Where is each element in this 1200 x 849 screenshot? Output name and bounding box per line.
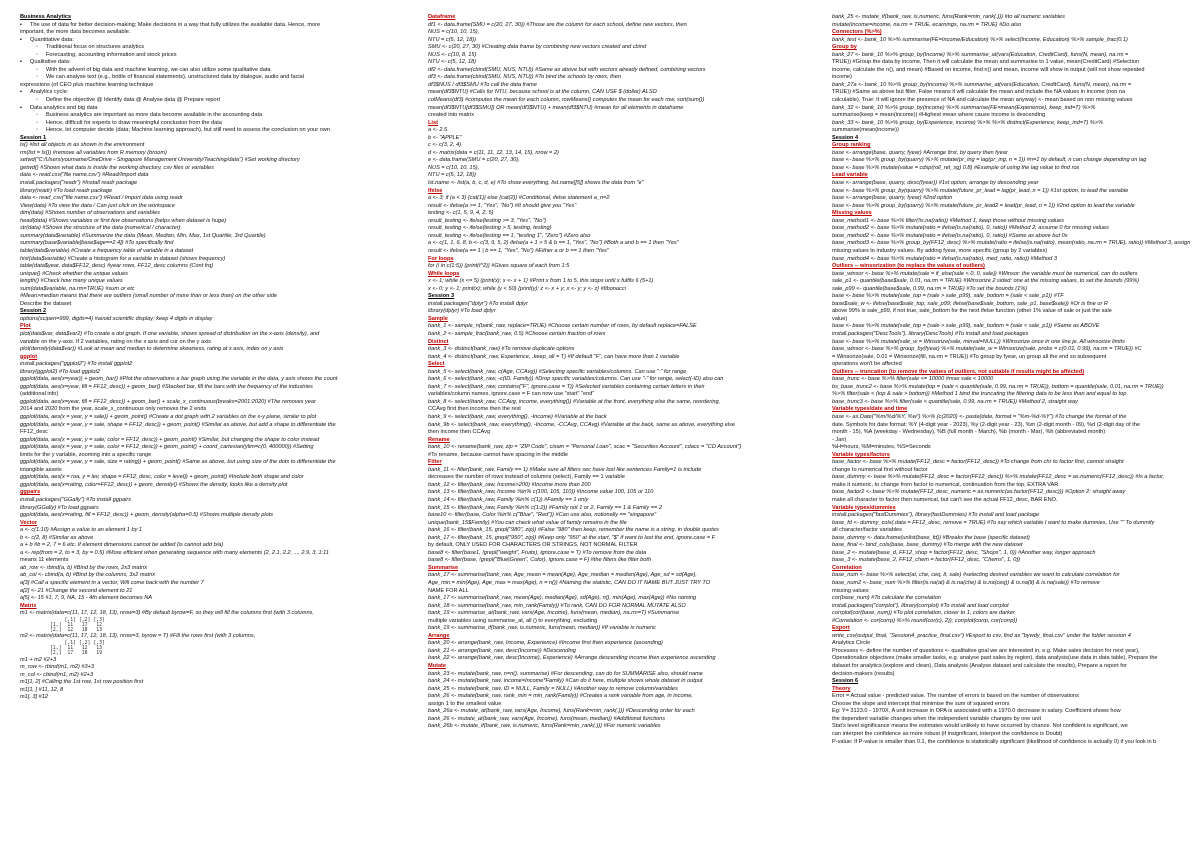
text-line: variable on the y-axis. If 2 variables, rating on the x axis and cur on the y axis bbox=[20, 338, 211, 345]
section-heading: Session 4 bbox=[832, 134, 859, 141]
code-line: base <- base %>% mutate(sale_top = (sale > sale_p99), sale_bottom = (sale < sale_p1)) #TF bbox=[832, 293, 1064, 300]
code-line: ggplot(data, aes(x = year, y = sale)) + geom_point() #Create a dot graph with 2 variables on the x-y plane, similar to plot bbox=[20, 413, 317, 420]
bullet-item: ▪ Qualitative data: bbox=[20, 59, 390, 67]
code-line: x <- 0; y <- 1; print(x); while (y < 50) {print(y); z <- x + y; x <- y; y <- z} #fibonacci bbox=[428, 285, 626, 292]
code-line: #Mean>median means that there are outliers (small number of more than or less than) on the other side bbox=[20, 293, 277, 300]
code-line: head(data) #Shows variables or first few observations (helps when dataset is huge) bbox=[20, 217, 227, 224]
code-line: a <- c(1:10) #Assign a value to an element 1 by 1 bbox=[20, 527, 143, 534]
text-line: limits for the y variable, zooming into a specific range bbox=[20, 451, 152, 458]
code-line: dim(data) #Shows number of observations and variables bbox=[20, 210, 160, 217]
code-line: library(GGally) #To load ggpairs bbox=[20, 504, 99, 511]
code-line: summary(data$variable) #Summarize the data (Mean, Median, Min, Max, 1st Quartile, 3rd Quartile) bbox=[20, 232, 266, 239]
code-line: install.packages("readr") #Install readr package bbox=[20, 180, 138, 187]
code-line: sale_p1 <- quantile(base$sale, 0.01, na.rm = TRUE) #Winsorize 2 sided: one at the missing values, to set the bounds (99%) bbox=[832, 278, 1140, 285]
code-line: table(data$year, data$FF12_desc) #year rows, FF12_desc columns (Cont frq) bbox=[20, 263, 214, 270]
section-heading: Session 1 bbox=[20, 134, 47, 141]
code-line: plot(density(data$var)) #Look at mean and median to determine skewness, rating at x axis, index on y axis bbox=[20, 346, 284, 353]
code-line: data <- read.csv("file name.csv") #Read/Import data bbox=[20, 172, 149, 179]
topic-heading: ggpairs bbox=[20, 489, 41, 496]
code-line: ggplot(data, aes(x = year, y = sale, shape = FF12_desc)) + geom_point() #Similar as above, but add a shape to differentiate the bbox=[20, 421, 336, 428]
code-line: sale_p99 <- quantile(base$sale, 0.99, na.rm = TRUE) #To set the bounds (1%) bbox=[832, 285, 1028, 292]
code-line: base_method4 <- base %>% mutate(ratio = ifelse(is.na(ratio), med_ratio, ratio)) #Method 3 bbox=[832, 255, 1057, 262]
text-line: Processes <- define the number of questions <- qualitative goal we are interested in, e.g. Make sales decision for next year), bbox=[832, 647, 1140, 654]
code-line: NTU = c(5, 12, 18)) bbox=[428, 172, 477, 179]
text-line: make it numeric, to change from factor to numerical, continuation from the top, EXTRA VAR bbox=[832, 481, 1059, 488]
code-line: base_dummy <- base %>% mutate(FF12_desc = factor(FF12_desc)) %>% mutate(FF12_desc = as.numeric(FF12_desc)) #Is a factor, bbox=[832, 474, 1165, 481]
code-line: base_method2 <- base %>% mutate(ratio = ifelse(is.na(ratio), 0, ratio)) #Method 2, assume 0 for missing values bbox=[832, 225, 1109, 232]
code-line: bank_25 <- mutate(bank_raw, ID = NULL, Family = NULL) #Another way to remove column/variables bbox=[428, 685, 678, 692]
code-line: mean(df3$NTU) #Calls for NTU, because school is at the column, CAN USE $ (dollar) ALSO bbox=[428, 89, 657, 96]
section-heading: Session 6 bbox=[832, 678, 859, 685]
code-line: result_testing <- ifelse(testing > 5, testing, testing) bbox=[428, 225, 552, 232]
code-line: library(dplyr) #To load dplyr bbox=[428, 308, 496, 315]
column-middle bbox=[428, 14, 800, 731]
code-line: m1[1, 2] #Calling the 1st row, 1st row position first bbox=[20, 679, 144, 686]
code-line: bank_26a <- mutate_at(bank_raw, vars(Age, Income), funs(Rank=min_rank(.))) #Descending order for each bbox=[428, 708, 695, 715]
code-line: bank_19 <- summarise_at(bank_raw, vars(Age, Income), funs(mean, median), na.rm=T) #Summarise bbox=[428, 610, 680, 617]
code-line: a <- 3; if (a < 3) {cat(1)} else {cat(2)} #Conditional, ifelse statement a_n=2 bbox=[428, 195, 610, 202]
text-line: NAME FOR ALL bbox=[428, 587, 469, 594]
code-line: ab_col <- cbind(a, b) #Bind by the columns, 3x2 matrix bbox=[20, 572, 156, 579]
code-line: bank_17 <- summarise(bank_raw, Age_mean = mean(Age), Age_median = median(Age), Age_sd = sd(Age), bbox=[428, 572, 697, 579]
code-line: data <- read_csv("file name.csv") #Read / Import data using readr bbox=[20, 195, 183, 202]
text-line: Stat's level significance means the estimates would unlikely to have occurred by chance. Not confident is significant, we bbox=[832, 723, 1128, 730]
code-line: base_2 <- mutate(base_d, FF12_shop = factor(FF12_desc, "Shops", 1, 0)) #Another way, longer approach bbox=[832, 549, 1096, 556]
topic-heading: While loops bbox=[428, 270, 460, 277]
code-line: bank_24 <- mutate(bank_raw, income=Income*Family) #Can do it here, multiple shows whole dataset in output bbox=[428, 678, 703, 685]
code-line: base_fd <- dummy_cols(.data = FF12_desc, remove = TRUE) #To say which variable I want to make dummies, Use "" To dummify bbox=[832, 519, 1155, 526]
code-line: bank_9b <- select(bank_raw, everything(), -Income, -CCAvg, CCAvg) #Variable at the back, same as above, everything else bbox=[428, 421, 735, 428]
code-line: m_col <- cbind(m1, m2) #2+3 bbox=[20, 671, 94, 678]
topic-heading: Export bbox=[832, 625, 850, 632]
topic-heading: Theory bbox=[832, 685, 851, 692]
code-line: base_trunc3 <- base %>% filter(sale < quantile(sale, 0.99, na.rm = TRUE)) #Method 2, straight way bbox=[832, 398, 1078, 405]
code-line: bank_22 <- arrange(bank_raw, desc(Income), Experience) #Arrange descending income then experience ascending bbox=[428, 655, 716, 662]
code-line: bank_10 <- rename(bank_raw, zip = "ZIP Code", cisam = "Personal Loan", scac = "Securities Account", cdacc = "CD Account") bbox=[428, 444, 742, 451]
topic-heading: Lead variable bbox=[832, 172, 868, 179]
code-line: base_method3 <- base %>% group_by(FF12_desc) %>% mutate(ratio = ifelse(is.na(ratio), mean(ratio, na.rm = TRUE), ratio)) #Method 3, assign bbox=[832, 240, 1191, 247]
code-line: ggplot(data, aes(x=year, fill = FF12_desc)) + geom_bar() #Stacked bar, fill the bars with the frequency of the industries bbox=[20, 383, 313, 390]
code-line: length() #Check how many unique values bbox=[20, 278, 123, 285]
code-line: bank_32 <- bank_10 %>% group_by(income) %>% summarise(FE=mean(Experience), keep_ind=T) %>% bbox=[832, 104, 1096, 111]
code-line: bank_1 <- sample_n(bank_raw, replace=TRUE) #Choose certain number of rows, by default replace=FALSE bbox=[428, 323, 697, 330]
code-line: bank_12 <- filter(bank_raw, Income>200) #Income more than 200 bbox=[428, 481, 591, 488]
code-line: bank_18 <- summarise(bank_raw, min_rank(Family)) #To rank, CAN DO FOR NORMAL MUTATE ALSO bbox=[428, 602, 686, 609]
code-line: lst.name <- list(a, b, c, d, e) #To show everything, list.name[[5]] shows the data from "e" bbox=[428, 180, 644, 187]
text-line: TRUE)) #Group the data by income, Then it will calculate the mean and summarise to 1 value, mean(CreditCard) #Selection bbox=[832, 59, 1140, 66]
code-line: plot(data$var, data$var2) #To create a dot graph. If one variable, shows spread of distribution on the x-axis (density), and bbox=[20, 330, 320, 337]
text-line: CCAvg first then income then the rest bbox=[428, 406, 521, 413]
code-line: colMeans(df3) #computes the mean for each column, rowMeans() computes the mean for each row, sort(sum()) bbox=[428, 97, 705, 104]
topic-heading: Matrix bbox=[20, 602, 37, 609]
code-line: bank_8 <- select(bank_raw, CCAvg, income, everything()) #Variable at the front, everything else the same, reordering, bbox=[428, 398, 721, 405]
code-line: base <- base %>% mutate(sale_w = Winsorize(sale, minval=NULL)) #Winsorize once in one line je. All winsorize limits bbox=[832, 338, 1125, 345]
code-line: bank_4 <- distinct(bank_raw, Experience, .keep_all = T) #If default "F", can have more than 1 variable bbox=[428, 353, 680, 360]
code-line: SMU <- c(20, 27, 30) #Creating data frame by combining new vectors created and cbind bbox=[428, 44, 647, 51]
code-line: base_trunc <- base %>% filter(sale <= 10000 #max sale < 10000 bbox=[832, 376, 994, 383]
code-line: hist(data$variable) #Create a histogram for a variable in dataset (shows frequency) bbox=[20, 255, 226, 262]
text-line: (additional info) bbox=[20, 391, 59, 398]
code-line: base_winsor <- base %>% group_by(fyear) %>% mutate(sale_w = Winsorize(sale, probs = c(0.01, 0.99), na.rm = TRUE)) #C bbox=[832, 346, 1142, 353]
topic-heading: Rename bbox=[428, 436, 450, 443]
sub-bullet-item: ◦ With the advent of big data and machine learning, we can also utilize some qualitative data bbox=[20, 67, 390, 75]
matrix-output: [,1] [,2] [,3] [1,] 11 17 12 [2,] 12 18 13 bbox=[50, 617, 105, 634]
code-line: a[2] <- 21 #Change the second element to 21 bbox=[20, 587, 133, 594]
code-line: ggplot(data, aes(x = year, y = sale, size = rating)) + geom_point() #Same as above, but using size of the dots to differentiate the bbox=[20, 459, 336, 466]
code-line: ggplot(data, aes(x = year, y = sale, color = FF12_desc)) + geom_point() + coord_cartesian(ylim=c(0, 400000)) #Setting bbox=[20, 444, 314, 451]
code-line: base_final <- bind_cols(base, base_dummy) #To merge with the new dataset bbox=[832, 542, 1023, 549]
code-line: summary(base$variable[base$age==2.4]) #To specifically find bbox=[20, 240, 174, 247]
code-line: for (i in c(1:5)) {print(i^2)} #Gives square of each from 1:5 bbox=[428, 263, 570, 270]
code-line: ab_row <- rbind(a, b) #Bind by the rows, 2x3 matrix bbox=[20, 564, 148, 571]
topic-heading: Outliers -- winsorization (to replace the values of outliers) bbox=[832, 263, 985, 270]
code-line: bank_14 <- filter(bank_raw, Family %in% c(1)) #Family == 1 only bbox=[428, 497, 589, 503]
bullet-item: ▪ Data analytics and big data bbox=[20, 105, 390, 113]
topic-heading: Missing values bbox=[832, 210, 872, 217]
code-line: testing <- c(1, 5, 9, 4, 2, 5) bbox=[428, 210, 494, 217]
code-line: m1 + m2 #2+3 bbox=[20, 656, 57, 663]
code-line: base <- arrange(base, quarry, fyear) #2nd option bbox=[832, 195, 953, 202]
code-line: m2 <- matrix(data=c(11, 17, 12, 18, 13), nrow=3, byrow = T) #Fill the rows first (with 3 columns, bbox=[20, 633, 256, 640]
section-heading: Session 3 bbox=[428, 293, 455, 300]
code-line: df3$NUS / df3$SMU #To call the data frame bbox=[428, 81, 537, 88]
code-line: library(readr) #To load readr package bbox=[20, 187, 113, 194]
text-line: date. Symbols for date format: %Y (4-digit year - 2023), %y (2-digit year - 23), %m (2-digit month - 09), %d (2-digit day of the bbox=[832, 421, 1140, 428]
text-line: by default, ONLY USED FOR CHARACTERS OR STRINGS, NOT NORMAL FILTER bbox=[428, 542, 638, 549]
topic-heading: Distinct bbox=[428, 338, 449, 345]
code-line: c <- c(3, 2, 4) bbox=[428, 142, 462, 149]
code-line: cor(base_num) #To calculate the correlation bbox=[832, 595, 941, 602]
text-line: Eg: Y= 3123.0 - 1970X, A unit increase in OPA is associated with a 1970.0 decrease in salary. Coefficient shows how bbox=[832, 708, 1121, 715]
code-line: base <- base %>% mutate(value = cdsp(roll_ret_sg) 0.8) #Example of using the lag value to find ros bbox=[832, 164, 1080, 171]
topic-heading: Dataframe bbox=[428, 14, 456, 20]
text-line: assign 1 to the smallest value bbox=[428, 700, 502, 707]
code-line: bank_27 <- bank_10 %>% group_by(Income) %>% summarise_at(vars(Education, CreditCard), funs(N, mean), na.rm = bbox=[832, 51, 1129, 58]
text-line: operations won't be affected bbox=[832, 361, 902, 368]
text-line: summarise(keep = mean(income)) #Highest mean where cause income is descending bbox=[832, 112, 1046, 119]
code-line: ggplot(data, aes(x=rating, fill = FF12_desc)) + geom_density(alpha=0.5) #Shows multiple density plots bbox=[20, 512, 274, 519]
code-line: bank_27a <- bank_10 %>% group_by(income) %>% summarise_at(vars(Education, CreditCard), funs(N, mean), na.rm = bbox=[832, 81, 1132, 88]
text-line: can interpret the confidence as more robust (if insignificant, interpret the confidence is Doubt) bbox=[832, 730, 1063, 737]
code-line: Age_min = min(Age), Age_max = max(Age), n = n()) #Naming the statistic, CAN DO IT NAME BUT JUST TRY TO bbox=[428, 580, 711, 587]
code-line: result_testing <- ifelse(testing == 1, "testing 1", "Zero") #Zero also bbox=[428, 232, 591, 239]
code-line: install.packages("DescTools"), library(DescTools) #To install and load packages bbox=[832, 330, 1029, 337]
code-line: x <- 1; while (x <= 5) {print(x); x <- x + 1} #Print x from 1 to 5, this stops until x fulfils 6 (5+1) bbox=[428, 278, 654, 285]
code-line: install.packages("GGally") #To install ggpairs bbox=[20, 497, 132, 503]
sub-bullet-item: ◦ We can analyse text (e.g., bottle of financial statements), unstructured data by dialogue, audio and facial bbox=[20, 74, 390, 82]
code-line: a <- rep(from = 2, to = 3, by = 0.5) #More efficient when generating sequence with many elements (2, 2.1, 2.2, ..., 2.9, 3, 1:11 bbox=[20, 549, 329, 556]
topic-heading: Variable types/date and time bbox=[832, 406, 908, 413]
text-line: summarise(mean(income)) bbox=[832, 127, 899, 134]
code-line: result <- ifelse(a >= 1, "Yes", "No") #It should give you "Yes" bbox=[428, 202, 577, 209]
code-line: NTU <- c(5, 12, 18) bbox=[428, 59, 477, 66]
text-line: above 99% is sale_p99, if not true, sale_bottom for the next ifelse function (other 1% value of sale or just the sale bbox=[832, 308, 1112, 315]
text-line: = Winsorize(sale, 0.01 = Winsorize(fill, na.rm = TRUE)) #To group by fyear, un group all the end so subsequent bbox=[832, 353, 1107, 360]
bullet-item: ▪ The use of data for better decision-making; Make decisions in a way that fully utilizes the available data. Hence, more bbox=[20, 22, 390, 30]
code-line: bank_2 <- sample_frac(bank_raw, 0.5) #Choose certain fraction of rows bbox=[428, 330, 606, 337]
code-line: bank_15 <- filter(bank_raw, Family %in% c(1:2)) #Family not 1 or 2, Family == 1 & Family == 2 bbox=[428, 504, 662, 511]
code-line: install.packages("corrplot"), library(corrplot) #To install and load corrplot bbox=[832, 602, 1009, 609]
code-line: a <- 2.5 bbox=[428, 127, 448, 134]
code-line: ggplot(data, aes(x=year)) + geom_bar() #Plot the observations a bar graph using the variable in the data, y axis shows the count bbox=[20, 376, 338, 383]
code-line: bank_7 <- select(bank_raw, contains("F", ignore.case = T)) #Selected variables containing certain letters in their bbox=[428, 383, 705, 390]
code-line: setwd("C:/Users/yourname/OneDrive - Singapore Management University/Teaching/data") #Set working directory bbox=[20, 157, 300, 164]
sub-bullet-item: ◦ Traditional focus on structures analytics bbox=[20, 44, 390, 52]
code-line: View(data) #To view the data / Can just click on the workspace bbox=[20, 202, 175, 209]
text-line: calculable). True: It will ignore the presence of NA and calculate the mean anyway) <- mean based on non missing values bbox=[832, 97, 1133, 104]
code-line: bank_16 <- filter(bank_15, grepl("980", zip)) #False "980" then keep, remember the name is a string, in double quotes bbox=[428, 527, 719, 534]
topic-heading: Filter bbox=[428, 459, 442, 466]
code-line: mean(df3$NTU[df3$SMU]) OR mean(df3$NTU) + mean(df3$NTU) #mean for all elements in dataframe bbox=[428, 104, 684, 111]
code-line: rm(list = ls()) #remove all variables from R memory (broom) bbox=[20, 149, 167, 156]
sub-bullet-item: ◦ Define the objective @ Identify data @ Analyse data @ Prepare report bbox=[20, 97, 390, 105]
code-line: NUS = c(10, 10, 15), bbox=[428, 29, 480, 36]
sub-bullet-item: ◦ Hence, difficult for experts to draw meaningful conclusion from the data bbox=[20, 120, 390, 128]
topic-heading: Arrange bbox=[428, 632, 450, 639]
code-line: bank_26 <- mutate(bank_raw, rank_min = min_rank(Family)) #Creates a rank variable from age, in income, bbox=[428, 693, 693, 700]
code-line: str(data) #Shows the structure of the data (numerical / character) bbox=[20, 225, 181, 232]
code-line: m1 <- matrix(data=c(11, 17, 12, 18, 13), nrow=3) #By default byrow=F, so they will fill the columns first (with 3 columns, bbox=[20, 610, 314, 617]
text-line: all character/factor variables bbox=[832, 527, 902, 534]
topic-heading: Variable types/factors bbox=[832, 451, 890, 458]
code-line: df1 <- data.frame(SMU = c(20, 27, 30)) #Those are the column for each school, define new vectors, then bbox=[428, 21, 687, 28]
code-line: bank_9 <- select(bank_raw, everything(), -Income) #Variable at the back bbox=[428, 413, 607, 420]
topic-heading: Group ranking bbox=[832, 142, 871, 149]
code-line: result <- ifelse(a == 1 | b == 1, "Yes", "No") #Either a or b == 1 then "Yes" bbox=[428, 247, 609, 254]
code-line: m1[, 3] #12 bbox=[20, 694, 48, 701]
text-line: the dependent variable changes when the independent variable changes by one unit bbox=[832, 715, 1041, 722]
topic-heading: Outliers -- truncation (to remove the values of outliers, not suitable if results might be affected) bbox=[832, 368, 1085, 375]
text-line: TRUE)) #Same as above but filter. False means it will calculate the mean and include the NA values in income (non na bbox=[832, 89, 1126, 96]
code-line: corrplot(cor(base_num)) #To plot correlation, closer to 1, colors are darker bbox=[832, 610, 1015, 617]
sub-bullet-item: ◦ Forecasting, accounting information and stock prices bbox=[20, 52, 390, 60]
code-line: base <- base %>% group_by(quarry) %>% mutate(future_pr_lead2 = lead(pr_lead, n = 1)) #2nd option to lead the variable bbox=[832, 202, 1135, 209]
topic-heading: Ifelse bbox=[428, 187, 443, 194]
code-line: options(scipen=999, digits=4) #avoid scientific display; keep 4 digits in display bbox=[20, 315, 213, 322]
code-line: bs_base_trunc2 <- base %>% mutate(top = (sale < quantile(sale, 0.99, na.rm = TRUE)), bottom = quantile(sale, 0.01, na.rm = TRUE)) bbox=[832, 383, 1164, 390]
section-heading: Business Analytics bbox=[20, 14, 72, 20]
code-line: NTU = c(5, 12, 18)) bbox=[428, 36, 477, 43]
text-line: decision-makers (results) bbox=[832, 670, 895, 677]
bullet-item: ▪ Analytics cycle: bbox=[20, 89, 390, 97]
code-line: #Correlation <- cor(corrp) %>% round(cor(c), 2)); corrplot(corrp, cor(corrp)) bbox=[832, 617, 1018, 624]
code-line: base_method1 <- base %>% filter(!is.na(ratio)) #Method 1, keep those without missing values bbox=[832, 217, 1064, 224]
code-line: bank_20 <- arrange(bank_raw, Income, Experience) #Income first then experience (ascending) bbox=[428, 640, 663, 647]
code-line: unique(bank_15$Family) #You can check what value of family remains in the file bbox=[428, 519, 627, 526]
topic-heading: Variable types/dummies bbox=[832, 504, 896, 511]
code-line: b <- c(2, 8) #Similar as above bbox=[20, 534, 94, 541]
text-line: income) bbox=[832, 74, 852, 81]
code-line: mutate(income=income, na.rm = TRUE, ecarnings, na.rm = TRUE) #Do also bbox=[832, 21, 1022, 28]
code-line: unique() #Check whether the unique values bbox=[20, 270, 128, 277]
topic-heading: Correlation bbox=[832, 564, 862, 571]
code-line: result_testing <- ifelse(testing >= 3, "Yes", "No") bbox=[428, 217, 547, 224]
text-line: value) bbox=[832, 315, 848, 322]
code-line: %>% filter(sale < (top & sale > bottom)) #Method 1 bind the truncating the filtering data to be less than and equal to top bbox=[832, 391, 1127, 398]
code-line: base <- base %>% group_by(quarry) %>% mutate(future_pr_lead = lag(pr_lead, n = 1)) #1st option, to lead the variable bbox=[832, 187, 1129, 194]
topic-heading: Sample bbox=[428, 315, 448, 322]
code-line: m_row <- rbind(m1, m2) #3+3 bbox=[20, 664, 94, 671]
sub-bullet-item: ◦ Business analytics are important as more data become available in the accounting data bbox=[20, 112, 390, 120]
code-line: a[5] <- 15 #1, 7, 9, NA, 15 - 4th element becomes NA bbox=[20, 595, 152, 602]
text-line: expressions (of CEO plus machine learning technique bbox=[20, 81, 154, 88]
topic-heading: Connectors (%>%) bbox=[832, 29, 882, 36]
code-line: base_winsor <- base %>% mutate(sale = if_else(sale < 0, 0, sale)) #Winsor: the variable must be numerical, can do outliers bbox=[832, 270, 1138, 277]
topic-heading: Vector bbox=[20, 519, 38, 526]
code-line: bank_17 <- summarise(bank_raw, mean(Age), median(Age), sd(Age), n(), min(Age), max(Age)) #No naming bbox=[428, 595, 697, 602]
text-line: FF12_desc bbox=[20, 429, 48, 436]
code-line: NUS <- c(10, 8, 15) bbox=[428, 51, 477, 58]
text-line: missing values bbox=[832, 587, 869, 594]
code-line: ggplot(data, aes(x = roa, y = lev, shape = FF12_desc, color = level)) + geom_point() #Include both shape and color bbox=[20, 474, 304, 481]
topic-heading: Select bbox=[428, 361, 445, 368]
code-line: bank_11 <- filter(bank_raw, Family == 1) #Make sure all filters sec have lost like sentences Family=1 is include bbox=[428, 466, 702, 473]
text-line: missing values to industry values. By adding fyear, more specific (group by 2 variables) bbox=[832, 247, 1048, 254]
bullet-item: ▪ Quantitative data: bbox=[20, 37, 390, 45]
code-line: base_num <- base %>% select(at, che, ceq, lt, sale) #selecting desired variables we want to calculate correlation for bbox=[832, 572, 1120, 579]
topic-heading: List bbox=[428, 119, 438, 126]
code-line: bank_23 <- mutate(bank_raw, n=n(), summarise) #For descending, can do for SUMMARISE also, should name bbox=[428, 670, 703, 677]
code-line: base <- arrange(base, quarry, desc(fyear)) #1st option, arrange by descending year bbox=[832, 180, 1039, 187]
code-line: bank_19 <- summarise_if(bank_raw, is.numeric, funs(mean, median)) #If variable is numeric bbox=[428, 625, 657, 632]
code-line: ls() #list all objects in as shown in the environment bbox=[20, 142, 145, 149]
code-line: base8 <- filter(base1, !grepl("weight", Fruits), ignore.case = T) #To remove from the data bbox=[428, 549, 647, 556]
text-line: created into matrix bbox=[428, 112, 475, 119]
column-right bbox=[832, 14, 1192, 746]
code-line: ggplot(data, aes(x = year, y = sale, color = FF12_desc)) + geom_point() #Similar, but changing the shape to color instead bbox=[20, 436, 320, 443]
code-line: library(ggplot2) #To load ggplot2 bbox=[20, 368, 101, 375]
text-line: variables/column names, ignore.case = F can now use "start" "end" bbox=[428, 391, 595, 398]
code-line: bank_26 <- mutate_at(bank_raw, vars(Age, Income), funs(mean, median)) #Additional functions bbox=[428, 715, 666, 722]
topic-heading: For loops bbox=[428, 255, 454, 262]
text-line: Error = Actual value - predicted value. The number of errors is based on the number of observations bbox=[832, 693, 1079, 700]
code-line: base <- base %>% mutate(sale_top = (sale > sale_p99), sale_bottom = (sale < sale_p1)) #Same as ABOVE bbox=[832, 323, 1100, 330]
code-line: bank_5 <- select(bank_raw, c(Age, CCAvg)) #Selecting specific variables/columns. Can use ":" for range bbox=[428, 368, 687, 375]
text-line: intangible assets bbox=[20, 466, 62, 473]
text-line: make all character to factor then numerical, but can't see the actual FF12_desc, BAR ENO. bbox=[832, 497, 1058, 503]
code-line: write_csv(output_final, "Session4_practice_final.csv") #Export to csv, find as "bywdy_final.csv" under the folder session 4 bbox=[832, 632, 1131, 639]
sub-bullet-item: ◦ Hence, let computer decide (data; Machine learning approach), but still need to assess the conclusion on your own bbox=[20, 127, 390, 135]
code-line: install.packages("ggplot2") #To install ggplot2 bbox=[20, 361, 133, 368]
text-line: Describe the dataset bbox=[20, 300, 72, 307]
text-line: change to numerical first without factor bbox=[832, 466, 928, 473]
text-line: decreases the number of rows instead of columns (select), Family == 1 variable bbox=[428, 474, 625, 481]
code-line: NUS = c(10, 10, 15), bbox=[428, 164, 480, 171]
text-line: P-value: If P-value is smaller than 0.1, the confidence is statistically significant (likelihood of confidence is actually 0) if you look in b bbox=[832, 738, 1157, 745]
code-line: base <- as.Date("%m/%d/%Y, %w") %>% (c(2020) <- paste(date, format = "%m-%d-%Y") #To change the format of the bbox=[832, 413, 1127, 420]
code-line: df2 <- data.frame(cbind(SMU, NUS, NTU)) #Same as above but with vectors already defined, combining vectors bbox=[428, 66, 706, 73]
code-line: bank_33 <- bank_10 %>% group_by(Experience, income) %>% %>% distinct(Experience, keep_ind=T) %>% bbox=[832, 119, 1104, 126]
column-left bbox=[20, 14, 390, 702]
topic-heading: Group by bbox=[832, 44, 857, 51]
code-line: base$sale_w <- ifelse(base$sale_top, sale_p99, ifelse(base$sale_bottom, sale_p1, base$sale)) #Or is fine or R bbox=[832, 300, 1108, 307]
code-line: bank_test <- bank_10 %>% summarise(FE=Income/Education) %>% select(Income, Education) %>% sample_frac(0.1) bbox=[832, 36, 1128, 43]
text-line: #To rename, because cannot have spacing in the middle bbox=[428, 451, 568, 458]
code-line: sum(data$variable, na.rm=TRUE) #sum or etc bbox=[20, 285, 135, 292]
code-line: base_method2 <- base %>% mutate(ratio = ifelse(is.na(ratio), 0, ratio)) #Same as above but 0s bbox=[832, 232, 1068, 239]
code-line: table(data$variable) #Create a frequency table of variable in a dataset bbox=[20, 247, 194, 254]
code-line: bank_25 <- mutate_if(bank_raw, is.numeric, funs(Rank=min_rank(.))) #to all numeric variables bbox=[832, 14, 1065, 20]
code-line: m1[1, ] #11, 12, 8 bbox=[20, 686, 64, 693]
code-line: a + b #b = 2, 7 = 6 etc. If element dimensions cannot be added (is cannot add b/a) bbox=[20, 542, 224, 549]
text-line: then income then CCAvg bbox=[428, 429, 491, 436]
topic-heading: Plot bbox=[20, 323, 31, 330]
text-line: 2014 and 2020 from the year, scale_x_continuous only removes the 2 ends bbox=[20, 406, 207, 413]
code-line: a <- c(1, 1, 6, 8, b <- c(3, 9, 5, 2) ifelse(a + 1 > 5 & b == 1, "Yes", "No") #Both a and b == 1 then "Yes" bbox=[428, 240, 679, 247]
topic-heading: Summarise bbox=[428, 564, 459, 571]
code-line: base_dummy <- data.frame(unlist(base_fd)) #Breaks the base (specific dataset) bbox=[832, 534, 1030, 541]
text-line: Analytics Circle bbox=[832, 640, 871, 647]
code-line: install.packages("fastDummies"), library(fastDummies) #To install and load package bbox=[832, 512, 1040, 519]
code-line: base_factor <- base %>% mutate(FF12_desc = factor(FF12_desc)) #To change from chr to factor first, cannot straight bbox=[832, 459, 1124, 466]
code-line: bank_6 <- select(bank_raw, -c(ID, Family)) #Drop specific variables/columns. Can use "-" for range, select(-ID) also can bbox=[428, 376, 724, 383]
code-line: d <- matrix(data = c(11, 11, 12, 13, 14, 15), nrow = 2) bbox=[428, 149, 559, 156]
code-line: base_factor2 <- base %>% mutate(FF12_desc_numeric = as.numeric(as.factor(FF12_desc))) #Option 2: straight away bbox=[832, 489, 1126, 496]
code-line: getwd() #Shows what data is inside the working directory, csv files or variables bbox=[20, 164, 214, 171]
text-line: dataset for analytics (explore and clean), Data analysis (Analyse dataset and calculate the results), Prepare a report for bbox=[832, 663, 1127, 670]
code-line: bank_3 <- distinct(bank_raw) #To remove duplicate options bbox=[428, 346, 575, 353]
code-line: e <- data.frame(SMU = c(20, 27, 30), bbox=[428, 157, 520, 164]
matrix-output: [,1] [,2] [,3] [1,] 11 12 13 [2,] 17 18 19 bbox=[50, 640, 105, 657]
code-line: base <- base %>% group_by(quarry) %>% mutate(pr_ing = lag(pr_ing, n = 1)) #n=1 by default, n can change depending on lag bbox=[832, 157, 1147, 164]
code-line: df3 <- data.frame(cbind(SMU, NUS, NTU)) #To bind the schools by rows, then bbox=[428, 74, 622, 81]
text-line: means 11 elements bbox=[20, 557, 69, 564]
code-line: install.packages("dplyr") #To install dplyr bbox=[428, 300, 528, 307]
text-line: income, calculate the n(), and mean) #Based on income, find n() and mean, income will show in output (will not show repeated bbox=[832, 66, 1145, 73]
text-line: multiple variables using summarise_at, all () to everything, excluding bbox=[428, 617, 598, 624]
code-line: ggplot(data, aes(x=rating, color=FF12_desc)) + geom_density() #Shows the density, looks like a density plot bbox=[20, 481, 288, 488]
text-line: Choose the slope and intercept that minimise the sum of squared errors bbox=[832, 700, 1010, 707]
text-line: %H=hours, %M=minutes, %S=Seconds bbox=[832, 444, 931, 451]
topic-heading: Mutate bbox=[428, 663, 447, 670]
code-line: bank_21 <- arrange(bank_raw, desc(Income)) #Descending bbox=[428, 647, 576, 654]
text-line: Operationalize objectives (make smaller tasks, e.g. analyse past sales by region), data analysis(use data in data table), Prepare the bbox=[832, 655, 1158, 662]
code-line: a[3] #Call a specific element in a vector, Will come back with the number 7 bbox=[20, 580, 204, 587]
code-line: base_3 <- mutate(base_2, FF12_chem = factor(FF12_desc, "Chems", 1, 0)) bbox=[832, 557, 1021, 564]
code-line: base10 <- filter(base, Color %in% c("Blue", "Red")) #Can use also, notionally == "singapore" bbox=[428, 512, 657, 519]
topic-heading: ggplot bbox=[20, 353, 38, 360]
code-line: bank_26b <- mutate_if(bank_raw, is.numeric, funs(Rank=min_rank(.))) #For numeric variables bbox=[428, 723, 661, 730]
section-heading: Session 2 bbox=[20, 308, 47, 315]
text-line: - Jan) bbox=[832, 436, 847, 443]
code-line: base <- arrange(base, quarry, fyear) #Arrange first, by query then fyear bbox=[832, 149, 1008, 156]
code-line: bank_17 <- filter(bank_15, grepl("950", zip)) #Keep only "950" at the start, "$" if want to last the end, ignore.case = F bbox=[428, 534, 716, 541]
code-line: ggplot(data, aes(x=year, fill = FF12_desc)) + geom_bar() + scale_x_continuous(breaks=2001:2020) #The removes year bbox=[20, 398, 316, 405]
text-line: month - 15), %A (weekday - Wednesday), %B (full month - March), %b (month - Mar), %h (abbreviated month) bbox=[832, 429, 1106, 436]
text-line: important, the more data becomes available. bbox=[20, 29, 131, 36]
code-line: base_num2 <- base_num %>% filter(is.na(at) & is.na(che) & is.na(ceq)) & is.na(lt) & is.na(sale)) #To remove bbox=[832, 580, 1100, 587]
code-line: base8 <- filter(base, !grepl("Blue|Green", Color), ignore.case = F) #the filters like filter both bbox=[428, 557, 652, 564]
code-line: bank_13 <- filter(bank_raw, Income %in% c(100, 105, 110)) #Income value 100, 105 or 110 bbox=[428, 489, 654, 496]
code-line: b <- "APPLE" bbox=[428, 134, 462, 141]
